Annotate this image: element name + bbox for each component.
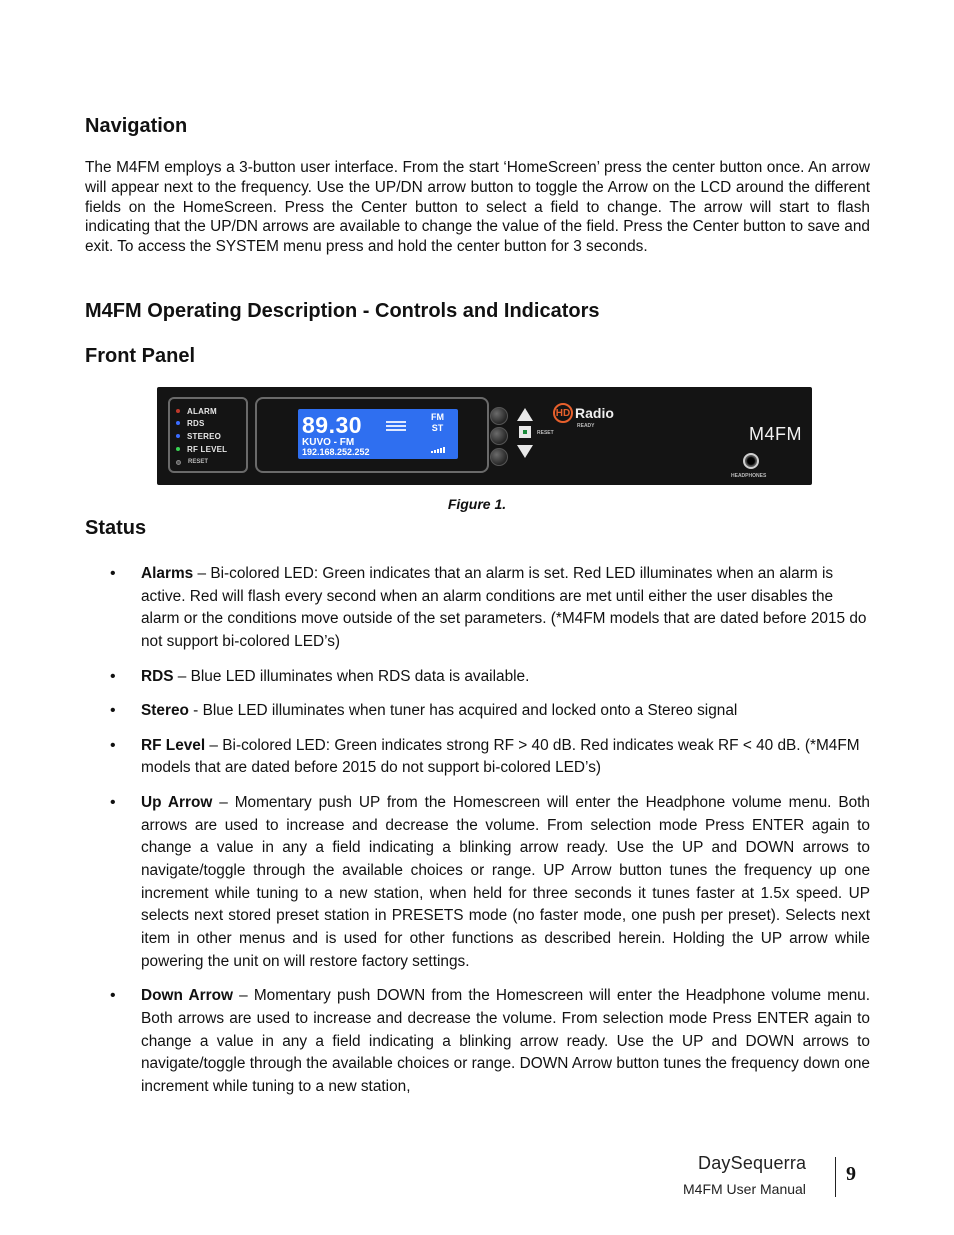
status-sep: –	[212, 793, 235, 811]
bullet-icon: •	[110, 565, 116, 582]
led-row-stereo	[176, 430, 221, 442]
reset-label: RESET	[188, 459, 209, 465]
status-sep: –	[193, 565, 211, 582]
list-item	[110, 792, 870, 974]
bullet-icon: •	[110, 667, 116, 685]
headphone-jack-icon	[743, 453, 759, 469]
menu-lines-icon	[386, 421, 406, 433]
status-text: Bi-colored LED: Green indicates strong RF > 40 dB. Red indicates weak RF < 40 dB. (*M4FM models that are dated before 2015 do not support bi-colored LED’s)	[141, 736, 860, 777]
reset-pinhole-icon	[176, 460, 181, 465]
led-label-alarm: ALARM	[187, 406, 217, 416]
alarm-led	[176, 409, 180, 413]
led-row-rf-level	[176, 443, 227, 455]
status-text: Bi-colored LED: Green indicates that an alarm is set. Red LED illuminates when an alarm is active. Red will flash every second when an alarm conditions are met until either the user disables the alarm or the conditions move outside of the set parameters. (*M4FM models that are dated before 2015 do not support bi-colored LED’s)	[141, 565, 867, 651]
front-panel-heading: Front Panel	[85, 345, 196, 367]
status-sep: –	[205, 736, 223, 754]
status-sep: –	[173, 667, 191, 685]
led-indicator-box	[168, 397, 248, 473]
model-label: M4FM	[749, 424, 802, 444]
status-term: RF Level	[141, 736, 206, 754]
hd-mark: HD	[553, 403, 573, 423]
status-sep: -	[188, 702, 203, 720]
hd-radio-text: Radio	[575, 405, 614, 421]
footer-manual-title: M4FM User Manual	[683, 1181, 806, 1197]
status-term: Alarms	[141, 565, 194, 582]
stereo-led	[176, 434, 180, 438]
knob-top	[490, 407, 508, 425]
status-text: Momentary push DOWN from the Homescreen will enter the Headphone volume menu. Both arrows are used to increase and decrease the volume. From selection mode Press ENTER again to change a value in any a field indicating a blinking arrow ready. Use the UP and DOWN arrows to navigate/toggle through the available choices or range. DOWN Arrow button tunes the frequency down one increment while tuning to a new station,	[141, 987, 870, 1096]
headphones-label: HEADPHONES	[731, 473, 767, 479]
bullet-icon: •	[110, 702, 116, 720]
status-heading: Status	[85, 517, 147, 539]
center-button-icon	[519, 426, 531, 438]
led-label-rf-level: RF LEVEL	[187, 444, 228, 454]
lcd-callsign: KUVO - FM	[302, 437, 355, 448]
led-row-alarm	[176, 405, 217, 417]
status-text: Blue LED illuminates when RDS data is available.	[190, 667, 530, 685]
list-item	[110, 735, 870, 780]
bullet-icon: •	[110, 793, 116, 811]
status-term: Down Arrow	[141, 987, 233, 1005]
footer-divider	[835, 1157, 836, 1197]
knob-bottom	[490, 448, 508, 466]
navigation-paragraph: The M4FM employs a 3-button user interface. From the start ‘HomeScreen’ press the center button once. An arrow will appear next to the frequency. Use the UP/DN arrow button to toggle the Arrow on the LCD around the different fields on the HomeScreen. Press the Center button to select a field to change. The arrow will start to flash indicating that the UP/DN arrows are available to change the value of the field. Press the Center button to save and exit. To access the SYSTEM menu press and hold the center button for 3 seconds.	[85, 159, 870, 256]
hd-ready-label: READY	[577, 423, 595, 429]
status-text: Momentary push UP from the Homescreen will enter the Headphone volume menu. Both arrows are used to increase and decrease the volume. From selection mode Press ENTER again to change a value in any a field indicating a blinking arrow ready. Use the UP and DOWN arrows to navigate/toggle through the available choices or range. UP Arrow button tunes the frequency up one increment while tuning to a new station, when held for three seconds it tunes faster at 1.5x speed. UP selects next stored preset station in PRESETS mode (no faster mode, one push per preset). Selects next item in other menus and is used for other functions as described herein. Holding the UP arrow while powering the unit on will restore factory settings.	[141, 793, 870, 970]
page-number: 9	[846, 1163, 856, 1185]
lcd-band: FM	[431, 412, 444, 422]
up-arrow-button-icon	[517, 408, 533, 421]
lcd-bezel	[255, 397, 489, 473]
front-panel-image	[157, 387, 812, 485]
list-item	[110, 563, 870, 654]
lcd-mode: ST	[431, 423, 444, 433]
lcd-display	[298, 409, 458, 459]
status-list	[110, 563, 870, 1111]
led-row-rds	[176, 417, 205, 429]
bullet-icon: •	[110, 736, 116, 754]
navigation-heading: Navigation	[85, 115, 188, 137]
list-item	[110, 666, 870, 689]
knob-middle	[490, 427, 508, 445]
down-arrow-button-icon	[517, 445, 533, 458]
button-reset-label: RESET	[537, 430, 554, 436]
status-term: Stereo	[141, 702, 189, 720]
status-text: Blue LED illuminates when tuner has acquired and locked onto a Stereo signal	[202, 702, 738, 720]
list-item	[110, 700, 870, 723]
led-row-reset	[176, 456, 208, 468]
lcd-band-mode	[431, 412, 444, 434]
rds-led	[176, 421, 180, 425]
status-term: Up Arrow	[141, 793, 213, 811]
lcd-ip-address: 192.168.252.252	[302, 447, 370, 457]
rf-level-led	[176, 447, 180, 451]
lcd-frequency: 89.30	[302, 412, 363, 438]
figure-caption: Figure 1.	[447, 496, 507, 512]
operating-heading: M4FM Operating Description - Controls and Indicators	[85, 300, 600, 322]
list-item	[110, 985, 870, 1099]
signal-strength-icon	[431, 447, 445, 453]
led-label-stereo: STEREO	[187, 431, 222, 441]
status-sep: –	[232, 987, 254, 1005]
footer-brand: DaySequerra	[698, 1153, 807, 1173]
status-term: RDS	[141, 667, 174, 685]
bullet-icon: •	[110, 987, 116, 1005]
hd-radio-logo	[553, 403, 614, 423]
led-label-rds: RDS	[187, 418, 205, 428]
